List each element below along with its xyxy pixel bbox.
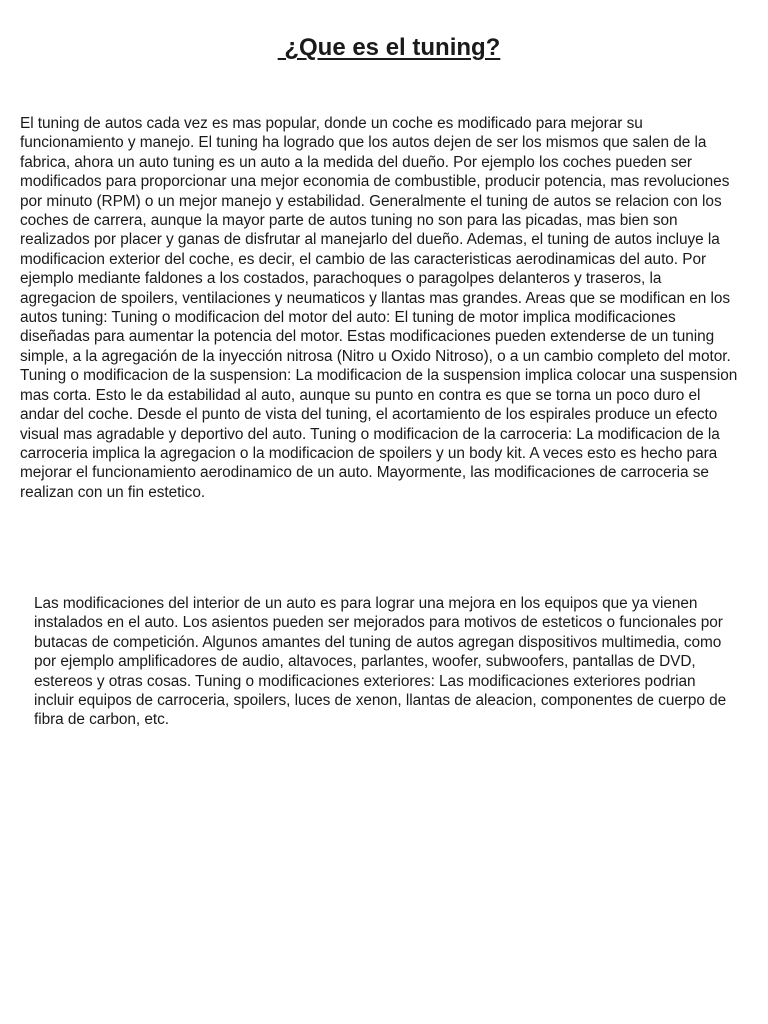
body-paragraph-tuning-intro: El tuning de autos cada vez es mas popular, donde un coche es modificado para mejorar su funcionamiento y manejo. El tuning ha logrado que los autos dejen de ser los mismos que salen de la fabrica, ahora un auto tuning es un auto a la medida del dueño. Por ejemplo los coches pueden ser modificados para proporcionar una mejor economia de combustible, producir potencia, mas revoluciones por minuto (RPM) o un mejor manejo y estabilidad. Generalmente el tuning de autos se relacion con los coches de carrera, aunque la mayor parte de autos tuning no son para las picadas, mas bien son realizados por placer y ganas de disfrutar al manejarlo del dueño. Ademas, el tuning de autos incluye la modificacion exterior del coche, es decir, el cambio de las caracteristicas aerodinamicas del auto. Por ejemplo mediante faldones a los costados, parachoques o paragolpes delanteros y traseros, la agregacion de spoilers, ventilaciones y neumaticos y llantas mas grandes. Areas que se modifican en los autos tuning: Tuning o modificacion del motor del auto: El tuning de motor implica modificaciones diseñadas para aumentar la potencia del motor. Estas modificaciones pueden extenderse de un tuning simple, a la agregación de la inyección nitrosa (Nitro u Oxido Nitroso), o a un cambio completo del motor. Tuning o modificacion de la suspension: La modificacion de la suspension implica colocar una suspension mas corta. Esto le da estabilidad al auto, aunque su punto en contra es que se torna un poco duro el andar del coche. Desde el punto de vista del tuning, el acortamiento de los espirales produce un efecto visual mas agradable y deportivo del auto. Tuning o modificacion de la carroceria: La modificacion de la carroceria implica la agregacion o la modificacion de spoilers y un body kit. A veces esto es hecho para mejorar el funcionamiento aerodinamico de un auto. Mayormente, las modificaciones de carroceria se realizan con un fin estetico. — [20, 115, 738, 501]
page-title: ¿Que es el tuning? — [277, 34, 501, 61]
body-paragraph-interior-modifications: Las modificaciones del interior de un auto es para lograr una mejora en los equipos que ya vienen instalados en el auto. Los asientos pueden ser mejorados para motivos de esteticos o funcionales por butacas de competición. Algunos amantes del tuning de autos agregan dispositivos multimedia, como por ejemplo amplificadores de audio, altavoces, parlantes, woofer, subwoofers, pantallas de DVD, estereos y otras cosas. Tuning o modificaciones exteriores: Las modificaciones exteriores podrian incluir equipos de carroceria, spoilers, luces de xenon, llantas de aleacion, componentes de cuerpo de fibra de carbon, etc. — [34, 595, 727, 729]
